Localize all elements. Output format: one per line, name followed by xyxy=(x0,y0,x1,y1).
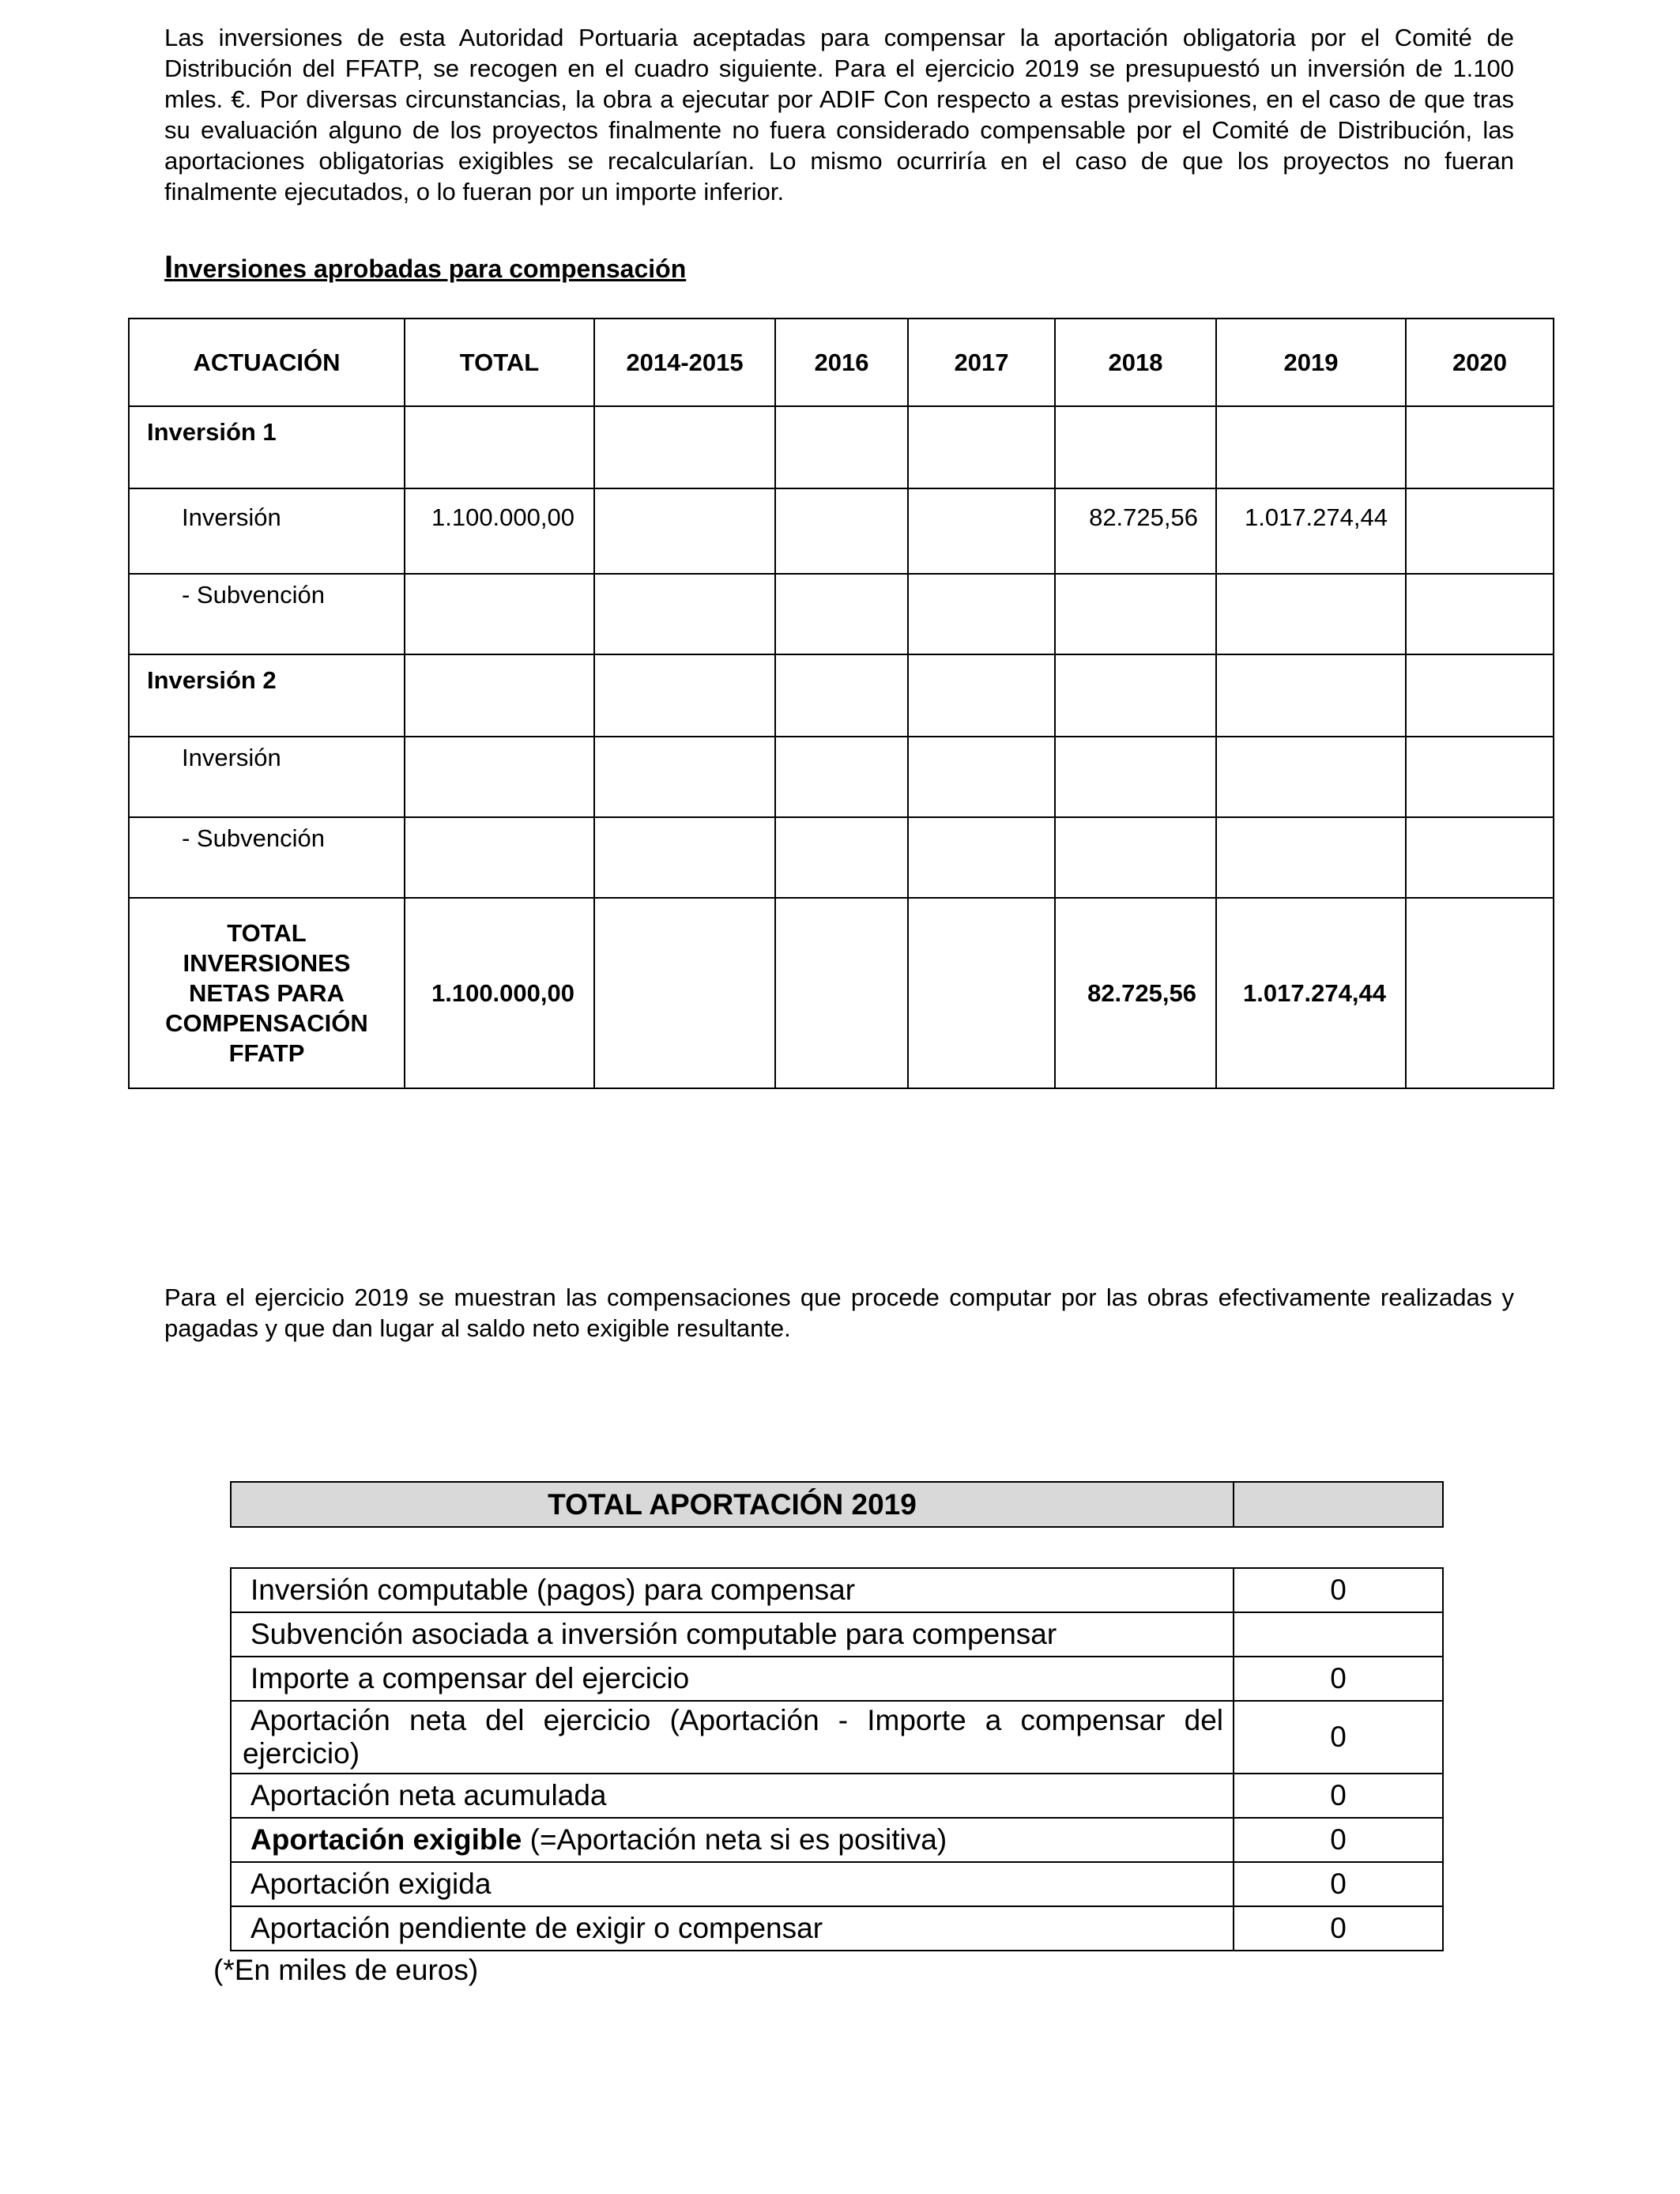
column-header: 2014-2015 xyxy=(594,319,775,406)
row-label-line: ejercicio) xyxy=(243,1737,360,1770)
cell-2016 xyxy=(775,737,908,817)
cell-2018: 82.725,56 xyxy=(1055,488,1216,574)
row-label: Subvención asociada a inversión computable para compensar xyxy=(231,1612,1234,1657)
cell-2020 xyxy=(1406,406,1554,488)
row-label: Aportación neta acumulada xyxy=(231,1774,1234,1818)
table-row xyxy=(129,574,1554,654)
column-header: TOTAL xyxy=(405,319,594,406)
investments-table xyxy=(128,318,1554,1089)
row-label: Inversión xyxy=(129,737,405,817)
cell-2019 xyxy=(1216,654,1406,737)
table-row xyxy=(231,1657,1443,1701)
row-value: 0 xyxy=(1234,1568,1443,1612)
table-row xyxy=(129,406,1554,488)
cell-2017 xyxy=(908,737,1055,817)
total-label-line: TOTAL xyxy=(227,918,307,947)
cell-total xyxy=(405,574,594,654)
cell-2019 xyxy=(1216,737,1406,817)
contribution-title-value xyxy=(1234,1482,1443,1527)
footnote: (*En miles de euros) xyxy=(213,1954,479,1986)
row-value: 0 xyxy=(1234,1774,1443,1818)
cell-2018 xyxy=(1055,654,1216,737)
column-header: 2020 xyxy=(1406,319,1554,406)
contribution-title-table xyxy=(230,1481,1444,1528)
column-header: 2018 xyxy=(1055,319,1216,406)
total-cell-2019: 1.017.274,44 xyxy=(1216,898,1406,1088)
total-cell-2014-2015 xyxy=(594,898,775,1088)
cell-2020 xyxy=(1406,817,1554,898)
total-cell-2017 xyxy=(908,898,1055,1088)
cell-2017 xyxy=(908,406,1055,488)
total-cell-2018: 82.725,56 xyxy=(1055,898,1216,1088)
cell-2020 xyxy=(1406,737,1554,817)
cell-2016 xyxy=(775,654,908,737)
cell-2018 xyxy=(1055,817,1216,898)
row-value: 0 xyxy=(1234,1701,1443,1774)
row-label: Aportación pendiente de exigir o compensar xyxy=(231,1906,1234,1951)
table-row xyxy=(231,1701,1443,1774)
row-label-rest: (=Aportación neta si es positiva) xyxy=(522,1823,947,1856)
row-value: 0 xyxy=(1234,1657,1443,1701)
table-total-row xyxy=(129,898,1554,1088)
total-label-line: NETAS PARA xyxy=(189,978,345,1007)
cell-2016 xyxy=(775,406,908,488)
intro-paragraph: Las inversiones de esta Autoridad Portuaria aceptadas para compensar la aportación obligatoria por el Comité de Distribución del FFATP, se recogen en el cuadro siguiente. Para el ejercicio 2019 se presupuestó un inversión de 1.100 mles. €. Por diversas circunstancias, la obra a ejecutar por ADIF Con respecto a estas previsiones, en el caso de que tras su evaluación alguno de los proyectos finalmente no fuera considerado compensable por el Comité de Distribución, las aportaciones obligatorias exigibles se recalcularían. Lo mismo ocurriría en el caso de que los proyectos no fueran finalmente ejecutados, o lo fueran por un importe inferior. xyxy=(164,24,1514,205)
total-cell-2016 xyxy=(775,898,908,1088)
row-label-bold: Aportación exigible xyxy=(250,1823,522,1856)
column-header: 2017 xyxy=(908,319,1055,406)
cell-2017 xyxy=(908,654,1055,737)
section-title-text: nversiones aprobadas para compensación xyxy=(173,254,687,283)
total-label-line: FFATP xyxy=(228,1039,305,1067)
row-value: 0 xyxy=(1234,1862,1443,1906)
cell-2020 xyxy=(1406,654,1554,737)
cell-2014-2015 xyxy=(594,737,775,817)
row-value xyxy=(1234,1612,1443,1657)
total-cell-2020 xyxy=(1406,898,1554,1088)
cell-2019: 1.017.274,44 xyxy=(1216,488,1406,574)
table-row xyxy=(129,488,1554,574)
section-title-initial: I xyxy=(164,250,174,285)
cell-2020 xyxy=(1406,574,1554,654)
table-row xyxy=(231,1612,1443,1657)
cell-2016 xyxy=(775,574,908,654)
table-row xyxy=(231,1568,1443,1612)
cell-2014-2015 xyxy=(594,574,775,654)
table-row xyxy=(231,1818,1443,1862)
column-header: 2019 xyxy=(1216,319,1406,406)
cell-2017 xyxy=(908,574,1055,654)
table-row xyxy=(231,1862,1443,1906)
table-row xyxy=(129,654,1554,737)
cell-2018 xyxy=(1055,737,1216,817)
row-label: Inversión 2 xyxy=(129,654,405,737)
cell-2017 xyxy=(908,488,1055,574)
cell-2017 xyxy=(908,817,1055,898)
cell-total: 1.100.000,00 xyxy=(405,488,594,574)
cell-2019 xyxy=(1216,574,1406,654)
contribution-title-row xyxy=(231,1482,1443,1527)
cell-total xyxy=(405,654,594,737)
cell-2014-2015 xyxy=(594,406,775,488)
cell-2018 xyxy=(1055,406,1216,488)
contribution-title: TOTAL APORTACIÓN 2019 xyxy=(231,1482,1234,1527)
row-label: - Subvención xyxy=(129,817,405,898)
total-label-line: INVERSIONES xyxy=(183,948,351,977)
cell-2014-2015 xyxy=(594,488,775,574)
table-row xyxy=(129,817,1554,898)
cell-total xyxy=(405,737,594,817)
total-label-line: COMPENSACIÓN xyxy=(165,1008,368,1037)
cell-2019 xyxy=(1216,406,1406,488)
row-label: Inversión 1 xyxy=(129,406,405,488)
cell-2016 xyxy=(775,488,908,574)
cell-2018 xyxy=(1055,574,1216,654)
section-title xyxy=(164,250,686,285)
table-row xyxy=(231,1774,1443,1818)
cell-2016 xyxy=(775,817,908,898)
cell-2014-2015 xyxy=(594,817,775,898)
cell-total xyxy=(405,406,594,488)
column-header: ACTUACIÓN xyxy=(129,319,405,406)
row-value: 0 xyxy=(1234,1818,1443,1862)
total-cell-total: 1.100.000,00 xyxy=(405,898,594,1088)
cell-2014-2015 xyxy=(594,654,775,737)
table-row xyxy=(231,1906,1443,1951)
column-header: 2016 xyxy=(775,319,908,406)
row-label: Importe a compensar del ejercicio xyxy=(231,1657,1234,1701)
row-label: Aportación exigida xyxy=(231,1862,1234,1906)
row-value: 0 xyxy=(1234,1906,1443,1951)
total-row-label xyxy=(129,898,405,1088)
table-header-row xyxy=(129,319,1554,406)
row-label: Inversión xyxy=(129,488,405,574)
cell-2019 xyxy=(1216,817,1406,898)
cell-total xyxy=(405,817,594,898)
table-row xyxy=(129,737,1554,817)
row-label xyxy=(231,1701,1234,1774)
row-label xyxy=(231,1818,1234,1862)
row-label: Inversión computable (pagos) para compensar xyxy=(231,1568,1234,1612)
row-label: - Subvención xyxy=(129,574,405,654)
second-paragraph: Para el ejercicio 2019 se muestran las compensaciones que procede computar por las obras efectivamente realizadas y pagadas y que dan lugar al saldo neto exigible resultante. xyxy=(164,1284,1514,1342)
cell-2020 xyxy=(1406,488,1554,574)
contribution-table xyxy=(230,1567,1444,1951)
row-label-line: Aportación neta del ejercicio (Aportación - Importe a compensar del xyxy=(250,1704,1223,1736)
